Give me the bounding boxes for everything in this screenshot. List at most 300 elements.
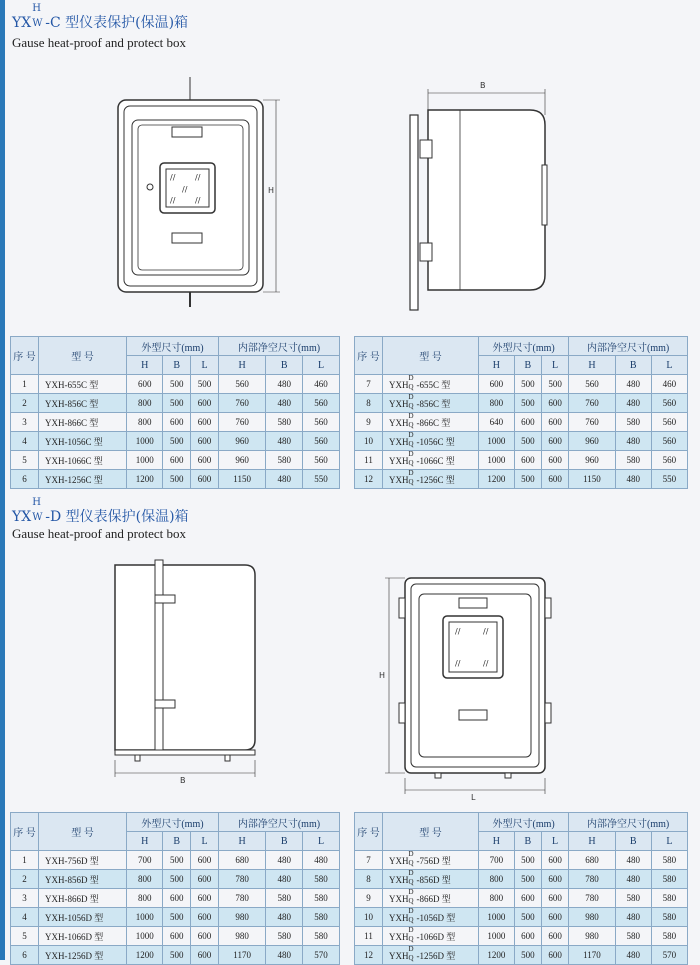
dimension-cell: 600 xyxy=(541,851,568,870)
dimension-cell: 550 xyxy=(303,470,340,489)
col-inner-l: L xyxy=(303,356,340,375)
table-row xyxy=(11,870,340,889)
model-sub: Q xyxy=(408,477,414,486)
model-sup: D xyxy=(408,868,414,877)
model-prefix: YXH xyxy=(389,931,409,942)
dimension-cell: 980 xyxy=(218,927,265,946)
dimension-cell: 560 xyxy=(303,394,340,413)
model-suffix: -1056D 型 xyxy=(416,912,456,923)
dimension-cell: 1000 xyxy=(479,451,515,470)
model-sup-sub xyxy=(408,449,417,467)
col-inner-h: H xyxy=(218,832,265,851)
dimension-cell: 560 xyxy=(303,451,340,470)
model-cell xyxy=(383,889,479,908)
col-inner-b: B xyxy=(266,832,303,851)
model-sup: D xyxy=(408,887,414,896)
dimension-cell: 600 xyxy=(163,413,191,432)
dimension-cell: 800 xyxy=(127,889,163,908)
table-row xyxy=(11,413,340,432)
dimension-cell: 480 xyxy=(266,375,303,394)
table-row xyxy=(355,870,688,889)
row-number: 1 xyxy=(11,375,39,394)
col-model: 型 号 xyxy=(39,813,127,851)
dimension-cell: 600 xyxy=(191,451,219,470)
dimension-cell: 960 xyxy=(569,451,616,470)
dimension-cell: 1000 xyxy=(127,927,163,946)
dimension-cell: 600 xyxy=(541,908,568,927)
model-suffix: -1256C 型 xyxy=(416,474,455,485)
row-number: 10 xyxy=(355,432,383,451)
dimension-cell: 480 xyxy=(615,432,651,451)
row-number: 5 xyxy=(11,927,39,946)
dimension-cell: 560 xyxy=(218,375,265,394)
dimension-cell: 480 xyxy=(615,851,651,870)
row-number: 5 xyxy=(11,451,39,470)
model-cell: YXH-866C 型 xyxy=(39,413,127,432)
table-row xyxy=(355,413,688,432)
dimension-cell: 1000 xyxy=(479,432,515,451)
dimension-cell: 580 xyxy=(615,889,651,908)
dimension-cell: 800 xyxy=(479,394,515,413)
left-edge-strip xyxy=(0,0,5,960)
svg-text://: // xyxy=(455,659,461,668)
model-cell xyxy=(383,375,479,394)
section2-title xyxy=(12,497,189,526)
dimension-cell: 700 xyxy=(479,851,515,870)
model-prefix: YXH xyxy=(389,855,409,866)
dimension-cell: 580 xyxy=(266,889,303,908)
dimension-cell: 1200 xyxy=(127,470,163,489)
model-sub: Q xyxy=(408,934,414,943)
dimension-cell: 600 xyxy=(541,413,568,432)
table-row xyxy=(11,451,340,470)
table-row xyxy=(355,394,688,413)
row-number: 1 xyxy=(11,851,39,870)
model-cell xyxy=(383,870,479,889)
dimension-cell: 500 xyxy=(514,946,541,965)
col-h: H xyxy=(127,356,163,375)
svg-text://: // xyxy=(483,659,489,668)
row-number: 2 xyxy=(11,870,39,889)
model-prefix: YXH xyxy=(389,417,409,428)
dimension-cell: 580 xyxy=(651,927,687,946)
col-b: B xyxy=(514,356,541,375)
model-sup-sub xyxy=(408,430,417,448)
dimension-cell: 480 xyxy=(303,851,340,870)
row-number: 12 xyxy=(355,946,383,965)
table-row xyxy=(11,889,340,908)
section1-side-view-drawing xyxy=(400,75,560,325)
dimension-cell: 600 xyxy=(514,413,541,432)
dimension-cell: 1170 xyxy=(218,946,265,965)
model-sub: Q xyxy=(408,953,414,962)
title-sup: H xyxy=(32,3,41,14)
row-number: 7 xyxy=(355,375,383,394)
dimension-cell: 500 xyxy=(514,870,541,889)
model-sub: Q xyxy=(408,382,414,391)
dimension-cell: 760 xyxy=(218,413,265,432)
model-sup-sub xyxy=(408,906,417,924)
height-label: H xyxy=(379,671,386,680)
dimension-cell: 480 xyxy=(266,851,303,870)
svg-text://: // xyxy=(195,196,201,205)
dimension-cell: 480 xyxy=(615,908,651,927)
dimension-cell: 800 xyxy=(127,394,163,413)
model-cell: YXH-655C 型 xyxy=(39,375,127,394)
dimension-cell: 560 xyxy=(303,432,340,451)
model-cell: YXH-866D 型 xyxy=(39,889,127,908)
row-number: 6 xyxy=(11,946,39,965)
dimension-cell: 980 xyxy=(569,908,616,927)
svg-text://: // xyxy=(170,196,176,205)
section1-spec-table-left xyxy=(10,336,340,489)
row-number: 9 xyxy=(355,889,383,908)
dimension-cell: 600 xyxy=(514,927,541,946)
dimension-cell: 1150 xyxy=(218,470,265,489)
dimension-cell: 980 xyxy=(218,908,265,927)
row-number: 2 xyxy=(11,394,39,413)
dimension-cell: 780 xyxy=(218,870,265,889)
dimension-cell: 600 xyxy=(191,413,219,432)
model-cell: YXH-1056D 型 xyxy=(39,908,127,927)
col-model: 型 号 xyxy=(383,337,479,375)
model-sup-sub xyxy=(408,925,417,943)
dimension-cell: 800 xyxy=(479,870,515,889)
dimension-cell: 960 xyxy=(218,432,265,451)
dimension-cell: 500 xyxy=(163,870,191,889)
model-cell xyxy=(383,451,479,470)
model-cell: YXH-1056C 型 xyxy=(39,432,127,451)
model-cell xyxy=(383,851,479,870)
dimension-cell: 480 xyxy=(615,375,651,394)
dimension-cell: 600 xyxy=(191,394,219,413)
model-sup-sub xyxy=(408,849,417,867)
col-h: H xyxy=(127,832,163,851)
svg-text://: // xyxy=(195,173,201,182)
title-prefix: YX xyxy=(12,15,32,31)
col-inner-b: B xyxy=(615,356,651,375)
dimension-cell: 500 xyxy=(163,908,191,927)
col-inner-l: L xyxy=(303,832,340,851)
dimension-cell: 480 xyxy=(266,870,303,889)
model-cell: YXH-1066C 型 xyxy=(39,451,127,470)
dimension-cell: 600 xyxy=(191,889,219,908)
model-sup: D xyxy=(408,944,414,953)
model-cell xyxy=(383,908,479,927)
dimension-cell: 560 xyxy=(651,451,687,470)
col-l: L xyxy=(541,832,568,851)
dimension-cell: 500 xyxy=(191,375,219,394)
row-number: 6 xyxy=(11,470,39,489)
section1-spec-table-right xyxy=(354,336,688,489)
dimension-cell: 1200 xyxy=(127,946,163,965)
model-sup-sub xyxy=(408,468,417,486)
dimension-cell: 800 xyxy=(127,413,163,432)
dimension-cell: 980 xyxy=(569,927,616,946)
model-prefix: YXH xyxy=(389,398,409,409)
col-l: L xyxy=(191,832,219,851)
col-no: 序 号 xyxy=(355,337,383,375)
dimension-cell: 600 xyxy=(191,946,219,965)
dimension-cell: 480 xyxy=(615,870,651,889)
title-suffix: -D 型仪表保护(保温)箱 xyxy=(45,509,189,525)
dimension-cell: 600 xyxy=(541,870,568,889)
dimension-cell: 760 xyxy=(569,394,616,413)
dimension-cell: 600 xyxy=(163,927,191,946)
dimension-cell: 680 xyxy=(569,851,616,870)
model-sup: D xyxy=(408,925,414,934)
dimension-cell: 500 xyxy=(163,394,191,413)
dimension-cell: 480 xyxy=(615,946,651,965)
dimension-cell: 600 xyxy=(479,375,515,394)
model-sup: D xyxy=(408,468,414,477)
model-suffix: -655C 型 xyxy=(416,379,451,390)
model-sub: Q xyxy=(408,420,414,429)
dimension-cell: 580 xyxy=(615,413,651,432)
model-cell: YXH-756D 型 xyxy=(39,851,127,870)
col-outer: 外型尺寸(mm) xyxy=(127,813,219,832)
section1-front-view-drawing xyxy=(100,75,300,320)
row-number: 8 xyxy=(355,870,383,889)
model-sup: D xyxy=(408,411,414,420)
model-prefix: YXH xyxy=(389,474,409,485)
model-sup-sub xyxy=(408,392,417,410)
height-label: H xyxy=(268,186,275,195)
dimension-cell: 500 xyxy=(541,375,568,394)
dimension-cell: 1000 xyxy=(127,432,163,451)
col-no: 序 号 xyxy=(11,337,39,375)
model-sub: Q xyxy=(408,439,414,448)
model-prefix: YXH xyxy=(389,950,409,961)
table-row xyxy=(355,946,688,965)
section1-subtitle: Gause heat-proof and protect box xyxy=(12,35,186,50)
model-cell xyxy=(383,413,479,432)
dimension-cell: 800 xyxy=(127,870,163,889)
svg-text://: // xyxy=(182,185,188,194)
model-suffix: -856C 型 xyxy=(416,398,451,409)
dimension-cell: 550 xyxy=(651,470,687,489)
table-row xyxy=(355,927,688,946)
model-cell xyxy=(383,946,479,965)
col-l: L xyxy=(541,356,568,375)
dimension-cell: 570 xyxy=(303,946,340,965)
col-b: B xyxy=(163,832,191,851)
table-row xyxy=(11,927,340,946)
col-inner-l: L xyxy=(651,832,687,851)
model-suffix: -856D 型 xyxy=(416,874,451,885)
model-sub: Q xyxy=(408,458,414,467)
dimension-cell: 600 xyxy=(191,432,219,451)
col-b: B xyxy=(514,832,541,851)
dimension-cell: 580 xyxy=(266,927,303,946)
row-number: 4 xyxy=(11,908,39,927)
table-row xyxy=(11,851,340,870)
col-outer: 外型尺寸(mm) xyxy=(127,337,219,356)
table-row xyxy=(11,946,340,965)
model-suffix: -866D 型 xyxy=(416,893,451,904)
dimension-cell: 760 xyxy=(569,413,616,432)
model-sub: Q xyxy=(408,401,414,410)
dimension-cell: 600 xyxy=(541,432,568,451)
dimension-cell: 560 xyxy=(651,413,687,432)
title-superscript-subscript xyxy=(32,3,44,29)
model-suffix: -1066D 型 xyxy=(416,931,456,942)
dimension-cell: 500 xyxy=(163,432,191,451)
model-suffix: -1256D 型 xyxy=(416,950,456,961)
dimension-cell: 460 xyxy=(303,375,340,394)
col-inner: 内部净空尺寸(mm) xyxy=(569,337,688,356)
dimension-cell: 480 xyxy=(266,432,303,451)
svg-text://: // xyxy=(483,627,489,636)
model-sup-sub xyxy=(408,944,417,962)
dimension-cell: 560 xyxy=(651,394,687,413)
dimension-cell: 500 xyxy=(514,851,541,870)
dimension-cell: 580 xyxy=(266,451,303,470)
dimension-cell: 600 xyxy=(163,889,191,908)
model-suffix: -756D 型 xyxy=(416,855,451,866)
model-sup-sub xyxy=(408,411,417,429)
dimension-cell: 500 xyxy=(163,470,191,489)
model-cell: YXH-1066D 型 xyxy=(39,927,127,946)
col-inner: 内部净空尺寸(mm) xyxy=(569,813,688,832)
title-suffix: -C 型仪表保护(保温)箱 xyxy=(45,15,189,31)
model-suffix: -866C 型 xyxy=(416,417,451,428)
section2-spec-table-left xyxy=(10,812,340,965)
dimension-cell: 1170 xyxy=(569,946,616,965)
dimension-cell: 600 xyxy=(191,851,219,870)
dimension-cell: 600 xyxy=(127,375,163,394)
col-model: 型 号 xyxy=(39,337,127,375)
dimension-cell: 580 xyxy=(303,927,340,946)
col-no: 序 号 xyxy=(11,813,39,851)
model-sup: D xyxy=(408,849,414,858)
section2-spec-table-right xyxy=(354,812,688,965)
row-number: 11 xyxy=(355,451,383,470)
model-sup-sub xyxy=(408,887,417,905)
dimension-cell: 600 xyxy=(541,394,568,413)
model-prefix: YXH xyxy=(389,379,409,390)
dimension-cell: 600 xyxy=(541,470,568,489)
dimension-cell: 500 xyxy=(514,394,541,413)
dimension-cell: 1000 xyxy=(479,927,515,946)
col-l: L xyxy=(191,356,219,375)
row-number: 12 xyxy=(355,470,383,489)
col-inner: 内部净空尺寸(mm) xyxy=(218,337,339,356)
dimension-cell: 780 xyxy=(569,870,616,889)
depth-label: B xyxy=(180,776,186,785)
dimension-cell: 800 xyxy=(479,889,515,908)
col-model: 型 号 xyxy=(383,813,479,851)
dimension-cell: 480 xyxy=(615,470,651,489)
model-cell xyxy=(383,432,479,451)
model-cell xyxy=(383,927,479,946)
model-sup-sub xyxy=(408,868,417,886)
dimension-cell: 580 xyxy=(651,851,687,870)
row-number: 10 xyxy=(355,908,383,927)
model-cell xyxy=(383,394,479,413)
title-superscript-subscript xyxy=(32,497,44,523)
model-cell xyxy=(383,470,479,489)
title-sub: W xyxy=(32,512,43,523)
dimension-cell: 500 xyxy=(163,851,191,870)
col-inner-h: H xyxy=(569,832,616,851)
dimension-cell: 500 xyxy=(163,946,191,965)
depth-label: B xyxy=(480,81,486,90)
row-number: 3 xyxy=(11,413,39,432)
dimension-cell: 1150 xyxy=(569,470,616,489)
model-prefix: YXH xyxy=(389,436,409,447)
dimension-cell: 600 xyxy=(191,870,219,889)
col-outer: 外型尺寸(mm) xyxy=(479,813,569,832)
dimension-cell: 500 xyxy=(514,470,541,489)
dimension-cell: 580 xyxy=(615,451,651,470)
dimension-cell: 480 xyxy=(615,394,651,413)
model-sup: D xyxy=(408,373,414,382)
dimension-cell: 560 xyxy=(303,413,340,432)
col-inner-b: B xyxy=(615,832,651,851)
model-sub: Q xyxy=(408,896,414,905)
dimension-cell: 960 xyxy=(218,451,265,470)
col-inner-h: H xyxy=(218,356,265,375)
col-no: 序 号 xyxy=(355,813,383,851)
table-row xyxy=(355,375,688,394)
section1-title xyxy=(12,3,189,32)
dimension-cell: 600 xyxy=(191,927,219,946)
table-row xyxy=(355,908,688,927)
row-number: 8 xyxy=(355,394,383,413)
dimension-cell: 960 xyxy=(569,432,616,451)
dimension-cell: 600 xyxy=(541,946,568,965)
col-inner-l: L xyxy=(651,356,687,375)
model-cell: YXH-1256D 型 xyxy=(39,946,127,965)
dimension-cell: 500 xyxy=(514,375,541,394)
dimension-cell: 1200 xyxy=(479,470,515,489)
dimension-cell: 600 xyxy=(541,451,568,470)
model-prefix: YXH xyxy=(389,874,409,885)
svg-text://: // xyxy=(455,627,461,636)
dimension-cell: 600 xyxy=(191,470,219,489)
dimension-cell: 560 xyxy=(651,432,687,451)
dimension-cell: 570 xyxy=(651,946,687,965)
table-row xyxy=(355,432,688,451)
section2-subtitle: Gause heat-proof and protect box xyxy=(12,526,186,541)
model-sup: D xyxy=(408,906,414,915)
dimension-cell: 600 xyxy=(514,451,541,470)
table-row xyxy=(355,451,688,470)
model-sup-sub xyxy=(408,373,417,391)
row-number: 7 xyxy=(355,851,383,870)
dimension-cell: 500 xyxy=(514,908,541,927)
model-sub: Q xyxy=(408,915,414,924)
dimension-cell: 580 xyxy=(651,908,687,927)
col-outer: 外型尺寸(mm) xyxy=(479,337,569,356)
dimension-cell: 480 xyxy=(266,946,303,965)
dimension-cell: 780 xyxy=(218,889,265,908)
col-h: H xyxy=(479,356,515,375)
dimension-cell: 1000 xyxy=(127,908,163,927)
dimension-cell: 640 xyxy=(479,413,515,432)
dimension-cell: 1000 xyxy=(127,451,163,470)
dimension-cell: 700 xyxy=(127,851,163,870)
dimension-cell: 580 xyxy=(303,889,340,908)
dimension-cell: 780 xyxy=(569,889,616,908)
model-prefix: YXH xyxy=(389,455,409,466)
table-row xyxy=(355,889,688,908)
dimension-cell: 600 xyxy=(514,889,541,908)
dimension-cell: 600 xyxy=(163,451,191,470)
col-b: B xyxy=(163,356,191,375)
col-h: H xyxy=(479,832,515,851)
